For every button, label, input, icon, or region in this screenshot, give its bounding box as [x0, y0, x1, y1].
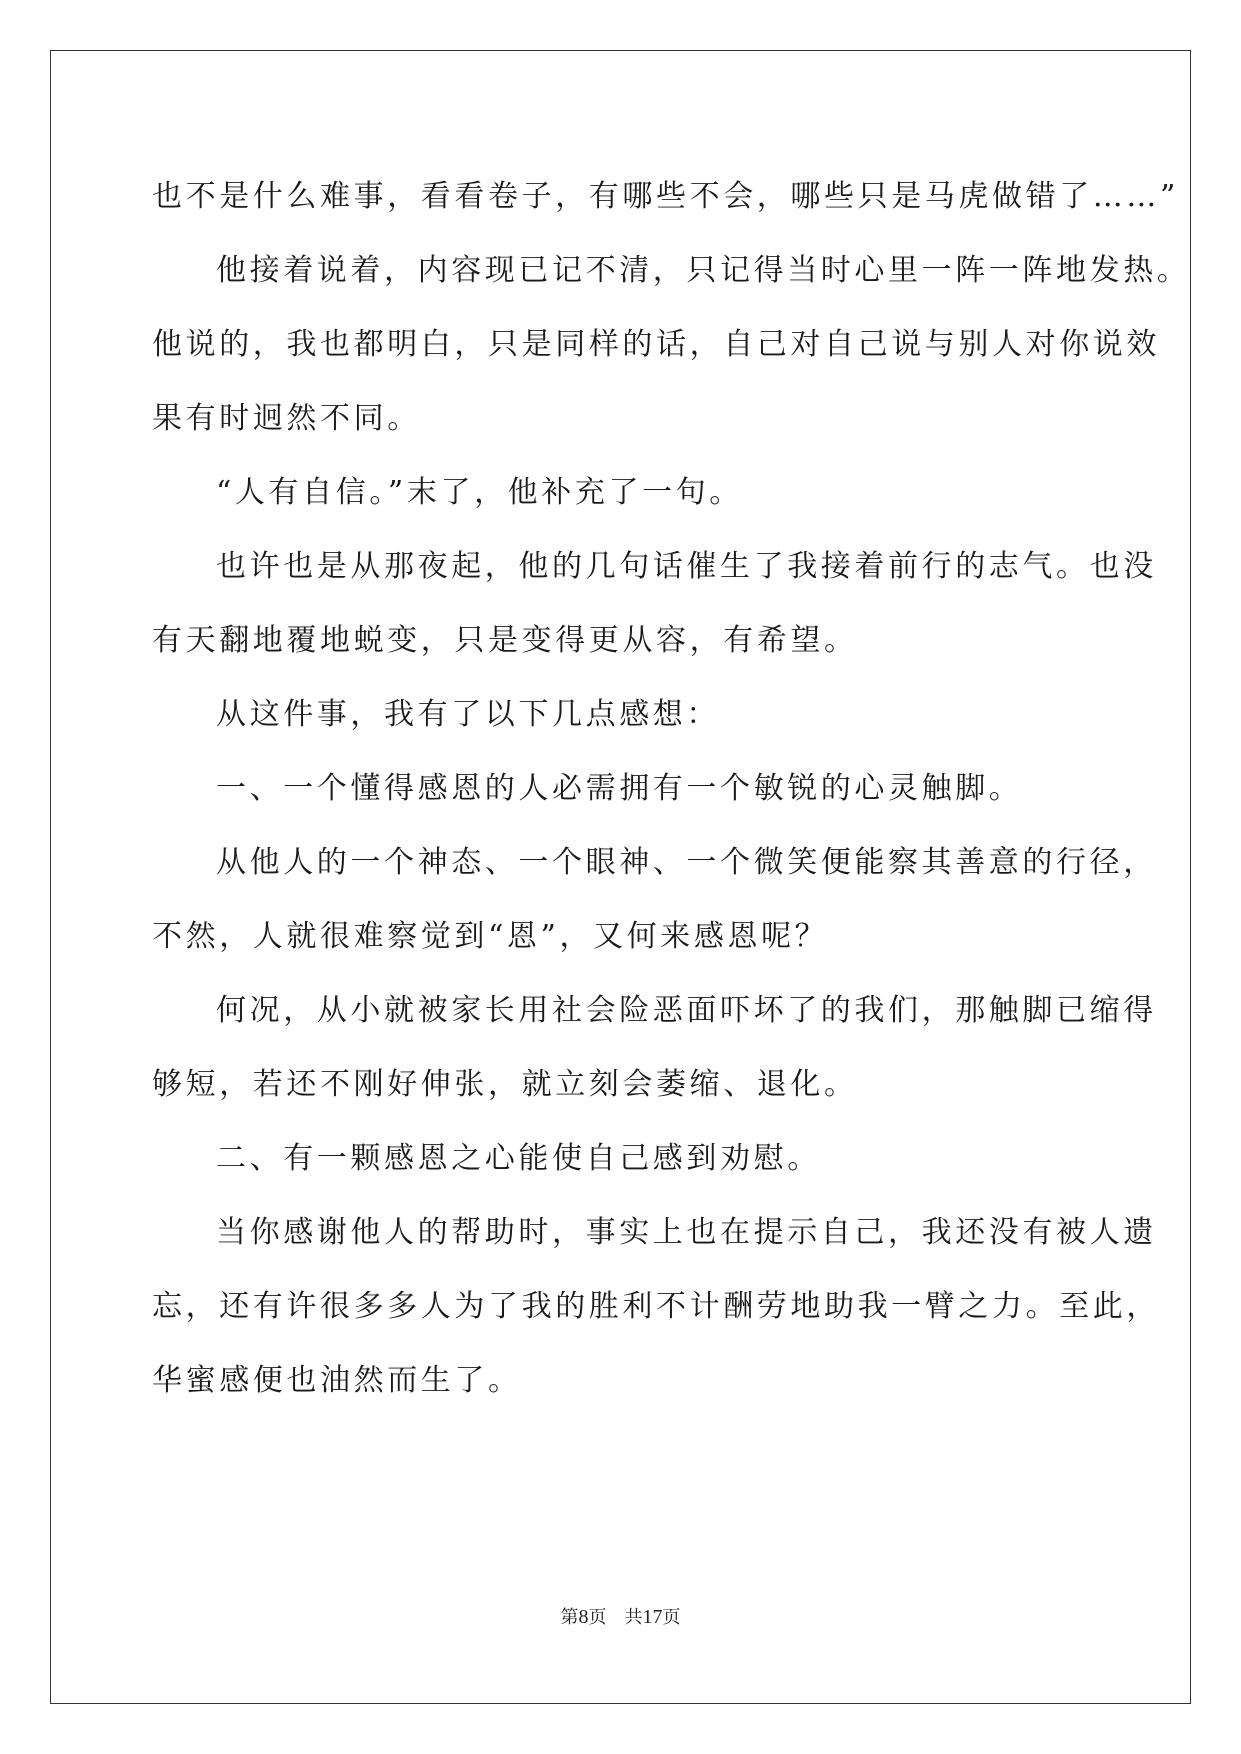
text-line: 果有时迥然不同。	[152, 401, 421, 436]
total-pages: 17	[642, 1606, 663, 1628]
total-prefix: 共	[624, 1607, 643, 1628]
page-footer	[0, 1605, 1241, 1630]
text-line: 二、有一颗感恩之心能使自己感到劝慰。	[216, 1141, 821, 1176]
text-line: 他接着说着，内容现已记不清，只记得当时心里一阵一阵地发热。	[216, 253, 1191, 288]
text-line: 有天翻地覆地蜕变，只是变得更从容，有希望。	[152, 623, 858, 658]
text-line: 一、一个懂得感恩的人必需拥有一个敏锐的心灵触脚。	[216, 771, 1023, 806]
page-number: 8	[578, 1606, 589, 1628]
text-line: 不然，人就很难察觉到“恩”，又何来感恩呢？	[152, 919, 829, 954]
text-line: 他说的，我也都明白，只是同样的话，自己对自己说与别人对你说效	[152, 327, 1160, 362]
text-line: 从这件事，我有了以下几点感想：	[216, 697, 720, 732]
text-line: 当你感谢他人的帮助时，事实上也在提示自己，我还没有被人遗	[216, 1215, 1157, 1250]
text-line: 够短，若还不刚好伸张，就立刻会萎缩、退化。	[152, 1067, 858, 1102]
text-line: 也不是什么难事，看看卷子，有哪些不会，哪些只是马虎做错了……”	[152, 179, 1179, 214]
text-line: “人有自信。”末了，他补充了一句。	[216, 475, 743, 510]
text-line: 何况，从小就被家长用社会险恶面吓坏了的我们，那触脚已缩得	[216, 993, 1157, 1028]
total-suffix: 页	[662, 1607, 681, 1628]
text-line: 忘，还有许很多多人为了我的胜利不计酬劳地助我一臂之力。至此，	[152, 1289, 1160, 1324]
text-line: 华蜜感便也油然而生了。	[152, 1363, 522, 1398]
text-line: 从他人的一个神态、一个眼神、一个微笑便能察其善意的行径，	[216, 845, 1157, 880]
document-body	[152, 160, 1191, 1418]
text-line: 也许也是从那夜起，他的几句话催生了我接着前行的志气。也没	[216, 549, 1157, 584]
page-prefix: 第	[560, 1607, 579, 1628]
page-suffix: 页	[588, 1607, 607, 1628]
